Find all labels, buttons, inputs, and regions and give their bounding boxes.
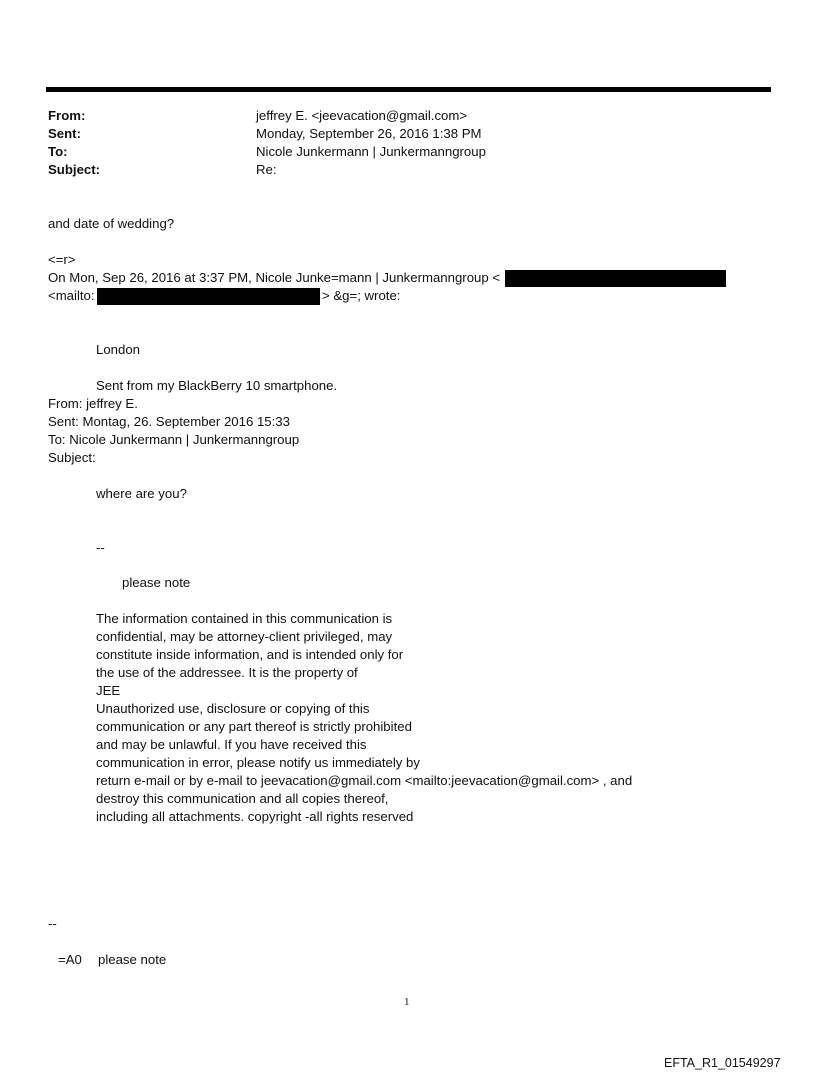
quote-intro-wrote: > &g=; wrote: bbox=[322, 288, 401, 303]
to-label: To: bbox=[48, 144, 68, 159]
fwd-sent: Sent: Montag, 26. September 2016 15:33 bbox=[48, 414, 290, 429]
redaction-box-email-1 bbox=[505, 270, 726, 287]
signature-dashes: -- bbox=[96, 540, 105, 555]
disclaimer-line: communication or any part thereof is strictly prohibited bbox=[96, 719, 412, 734]
disclaimer-line: including all attachments. copyright -all rights reserved bbox=[96, 809, 414, 824]
disclaimer-line: and may be unlawful. If you have received this bbox=[96, 737, 367, 752]
from-label: From: bbox=[48, 108, 86, 123]
subject-value: Re: bbox=[256, 162, 277, 177]
disclaimer-line: destroy this communication and all copies thereof, bbox=[96, 791, 389, 806]
disclaimer-line: communication in error, please notify us immediately by bbox=[96, 755, 420, 770]
bottom-a0: =A0 bbox=[58, 952, 82, 967]
quoted-london: London bbox=[96, 342, 141, 357]
header-rule bbox=[46, 87, 771, 92]
disclaimer-line: return e-mail or by e-mail to jeevacation@gmail.com <mailto:jeevacation@gmail.com> , and bbox=[96, 773, 633, 788]
page-number: 1 bbox=[404, 996, 410, 1008]
sent-value: Monday, September 26, 2016 1:38 PM bbox=[256, 126, 482, 141]
disclaimer-line: The information contained in this communication is bbox=[96, 611, 393, 626]
sent-label: Sent: bbox=[48, 126, 81, 141]
disclaimer-line: Unauthorized use, disclosure or copying of this bbox=[96, 701, 370, 716]
document-id: EFTA_R1_01549297 bbox=[664, 1056, 781, 1070]
body-question: and date of wedding? bbox=[48, 216, 175, 231]
bottom-dashes: -- bbox=[48, 916, 57, 931]
quote-intro-mailto: <mailto: bbox=[48, 288, 95, 303]
body-r-marker: <=r> bbox=[48, 252, 76, 267]
please-note-heading: please note bbox=[122, 575, 191, 590]
disclaimer-line: constitute inside information, and is intended only for bbox=[96, 647, 404, 662]
fwd-to: To: Nicole Junkermann | Junkermanngroup bbox=[48, 432, 300, 447]
bottom-please-note: please note bbox=[98, 952, 167, 967]
fwd-from: From: jeffrey E. bbox=[48, 396, 138, 411]
subject-label: Subject: bbox=[48, 162, 101, 177]
disclaimer-line: the use of the addressee. It is the property of bbox=[96, 665, 358, 680]
quote-intro-line-1: On Mon, Sep 26, 2016 at 3:37 PM, Nicole Junke=mann | Junkermanngroup < bbox=[48, 270, 501, 285]
from-value: jeffrey E. <jeevacation@gmail.com> bbox=[256, 108, 468, 123]
fwd-subject: Subject: bbox=[48, 450, 96, 465]
quoted-sent-from: Sent from my BlackBerry 10 smartphone. bbox=[96, 378, 338, 393]
redaction-box-email-2 bbox=[97, 288, 320, 305]
disclaimer-line: JEE bbox=[96, 683, 121, 698]
to-value: Nicole Junkermann | Junkermanngroup bbox=[256, 144, 486, 159]
quoted-where: where are you? bbox=[96, 486, 187, 501]
disclaimer-line: confidential, may be attorney-client privileged, may bbox=[96, 629, 393, 644]
